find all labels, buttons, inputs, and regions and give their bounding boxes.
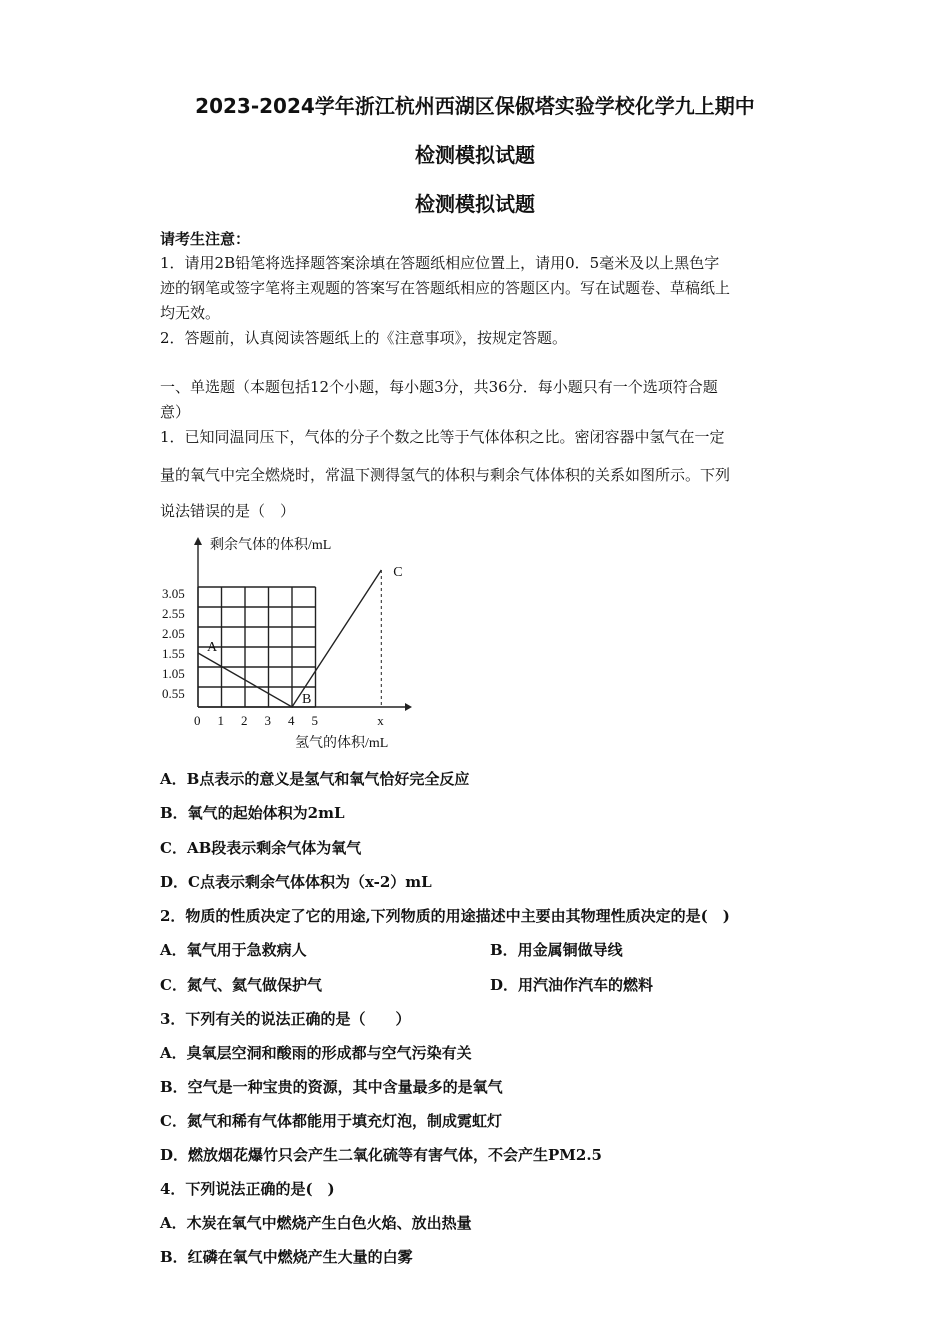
exam-title-line-1: 2023-2024学年浙江杭州西湖区保俶塔实验学校化学九上期中	[195, 94, 755, 118]
q4-stem: 4．下列说法正确的是( )	[160, 1180, 335, 1198]
q3-stem: 3．下列有关的说法正确的是（ ）	[160, 1010, 411, 1028]
q1-option-a[interactable]: A．B点表示的意义是氢气和氧气恰好完全反应	[160, 770, 470, 788]
x-tick-label: 3	[264, 713, 271, 728]
x-tick-label: 0	[194, 713, 201, 728]
q1-stem-line-2: 量的氧气中完全燃烧时，常温下测得氢气的体积与剩余气体体积的关系如图所示。下列	[160, 466, 731, 484]
q1-stem-line-1: 1．已知同温同压下，气体的分子个数之比等于气体体积之比。密闭容器中氢气在一定	[160, 428, 725, 446]
q2-option-c[interactable]: C．氮气、氦气做保护气	[160, 976, 322, 994]
y-tick-label: 1.55	[162, 646, 185, 661]
x-tick-label: 1	[217, 713, 224, 728]
exam-title-line-2: 检测模拟试题	[415, 143, 535, 167]
y-tick-label: 1.05	[162, 666, 185, 681]
y-tick-label: 2.55	[162, 606, 185, 621]
q1-chart	[150, 525, 430, 755]
q3-option-a[interactable]: A．臭氧层空洞和酸雨的形成都与空气污染有关	[160, 1044, 472, 1062]
q2-option-a[interactable]: A．氧气用于急救病人	[160, 941, 307, 959]
point-label-a: A	[207, 640, 218, 655]
point-label-b: B	[302, 692, 312, 707]
q1-stem-line-3: 说法错误的是（ ）	[160, 502, 296, 520]
q3-option-b[interactable]: B．空气是一种宝贵的资源，其中含量最多的是氧气	[160, 1078, 503, 1096]
y-axis-label: 剩余气体的体积/mL	[210, 538, 332, 553]
q1-option-b[interactable]: B．氧气的起始体积为2mL	[160, 804, 345, 822]
y-tick-label: 3.05	[162, 586, 185, 601]
chart-axes	[194, 537, 412, 711]
x-axis-arrow	[405, 703, 412, 711]
y-axis-arrow	[194, 537, 202, 545]
exam-title-line-3: 检测模拟试题	[415, 192, 535, 216]
q1-option-d[interactable]: D．C点表示剩余气体体积为（x-2）mL	[160, 873, 432, 891]
notice-item-1-line-3: 均无效。	[160, 304, 221, 322]
q3-option-d[interactable]: D．燃放烟花爆竹只会产生二氧化硫等有害气体，不会产生PM2.5	[160, 1146, 602, 1164]
q1-option-c[interactable]: C．AB段表示剩余气体为氧气	[160, 839, 362, 857]
notice-item-2: 2．答题前，认真阅读答题纸上的《注意事项》，按规定答题。	[160, 329, 568, 347]
y-tick-label: 2.05	[162, 626, 185, 641]
q4-option-a[interactable]: A．木炭在氧气中燃烧产生白色火焰、放出热量	[160, 1214, 472, 1232]
q2-option-d[interactable]: D．用汽油作汽车的燃料	[490, 976, 654, 994]
q4-option-b[interactable]: B．红磷在氧气中燃烧产生大量的白雾	[160, 1248, 413, 1266]
x-tick-label: x	[377, 713, 384, 728]
point-label-c: C	[393, 565, 403, 580]
x-axis-label: 氢气的体积/mL	[295, 736, 389, 751]
section-heading-line-2: 意）	[160, 403, 191, 421]
notice-item-1-line-1: 1．请用2B铅笔将选择题答案涂填在答题纸相应位置上，请用0．5毫米及以上黑色字	[160, 254, 720, 272]
q2-stem: 2．物质的性质决定了它的用途,下列物质的用途描述中主要由其物理性质决定的是( )	[160, 907, 730, 925]
notice-item-1-line-2: 迹的钢笔或签字笔将主观题的答案写在答题纸相应的答题区内。写在试题卷、草稿纸上	[160, 279, 731, 297]
x-tick-label: 4	[288, 713, 295, 728]
q3-option-c[interactable]: C．氮气和稀有气体都能用于填充灯泡，制成霓虹灯	[160, 1112, 502, 1130]
x-tick-label: 5	[311, 713, 318, 728]
y-tick-label: 0.55	[162, 686, 185, 701]
notice-heading: 请考生注意：	[160, 230, 251, 248]
q2-option-b[interactable]: B．用金属铜做导线	[490, 941, 623, 959]
x-tick-label: 2	[241, 713, 248, 728]
section-heading-line-1: 一、单选题（本题包括12个小题，每小题3分，共36分．每小题只有一个选项符合题	[160, 378, 718, 396]
